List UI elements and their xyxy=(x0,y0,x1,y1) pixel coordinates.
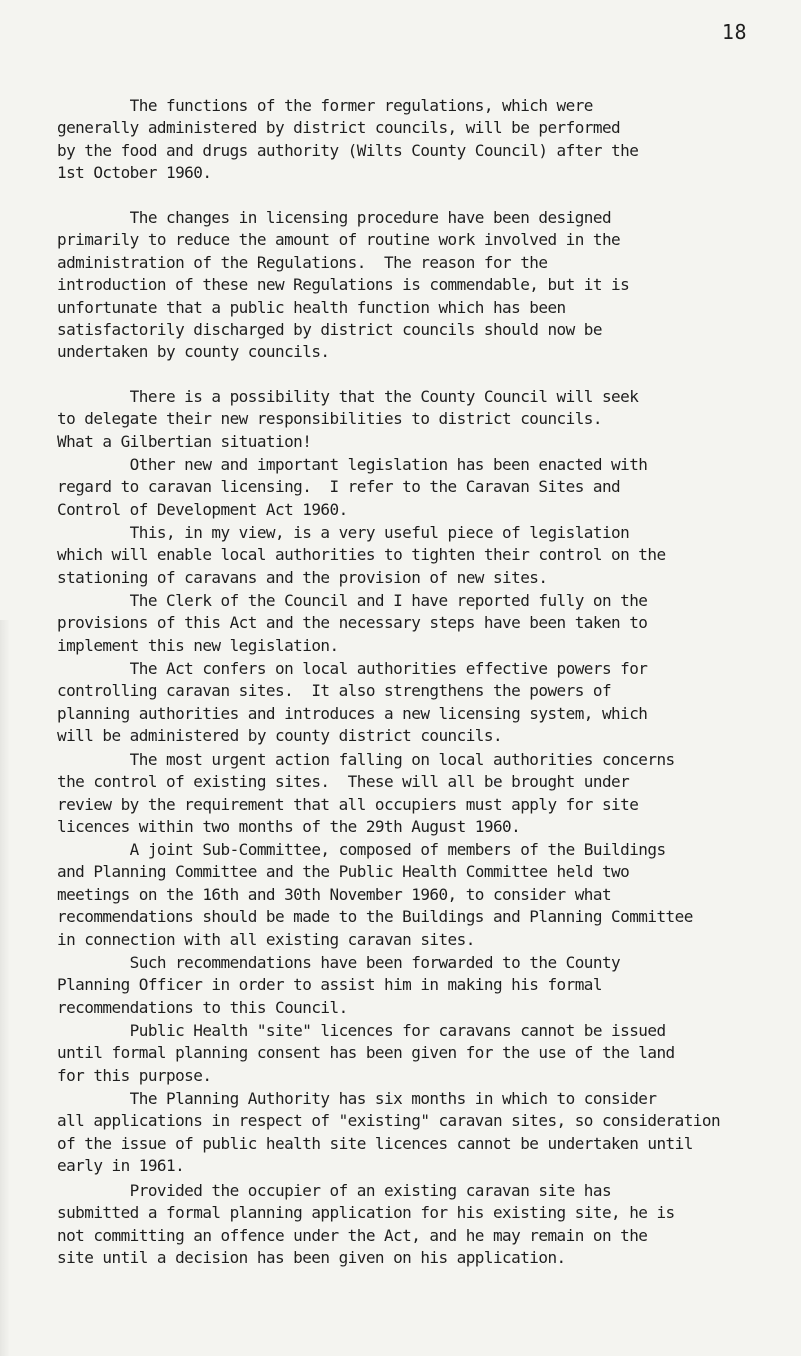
paragraph-12: The Planning Authority has six months in which to consider all applications in respect of "existing" caravan sites, so consideration of the issue of public health site licences cannot be undertaken until early in 1961. xyxy=(57,1089,721,1176)
paragraph-5: This, in my view, is a very useful piece of legislation which will enable local authorities to tighten their control on the stationing of caravans and the provision of new sites. xyxy=(57,523,666,587)
paragraph-13: Provided the occupier of an existing caravan site has submitted a formal planning application for his existing site, he is not committing an offence under the Act, and he may remain on the site until a decision has been given on his application. xyxy=(57,1181,675,1268)
paragraph-7: The Act confers on local authorities effective powers for controlling caravan sites. It also strengthens the powers of planning authorities and introduces a new licensing system, which will be administered by county district councils. xyxy=(57,659,648,746)
page-number: 18 xyxy=(721,20,747,44)
paragraph-11: Public Health "site" licences for caravans cannot be issued until formal planning consent has been given for the use of the land for this purpose. xyxy=(57,1021,675,1085)
paragraph-6: The Clerk of the Council and I have reported fully on the provisions of this Act and the necessary steps have been taken to implement this new legislation. xyxy=(57,591,648,655)
paragraph-2: The changes in licensing procedure have been designed primarily to reduce the amount of routine work involved in the administration of the Regulations. The reason for the introduction of these new Regulations is commendable, but it is unfortunate that a public health function which has been satisfactorily discharged by district councils should now be undertaken by county councils. xyxy=(57,208,630,362)
paragraph-10: Such recommendations have been forwarded to the County Planning Officer in order to assist him in making his formal recommendations to this Council. xyxy=(57,953,621,1017)
paragraph-4: Other new and important legislation has been enacted with regard to caravan licensing. I refer to the Caravan Sites and Control of Development Act 1960. xyxy=(57,455,648,519)
paragraph-9: A joint Sub-Committee, composed of members of the Buildings and Planning Committee and the Public Health Committee held two meetings on the 16th and 30th November 1960, to consider what recommendations should be made to the Buildings and Planning Committee in connection with all existing caravan sites. xyxy=(57,840,693,949)
page-edge-shadow xyxy=(0,620,10,1356)
paragraph-3: There is a possibility that the County Council will seek to delegate their new responsibilities to district councils. What a Gilbertian situation! xyxy=(57,387,639,451)
paragraph-8: The most urgent action falling on local authorities concerns the control of existing sites. These will all be brought under review by the requirement that all occupiers must apply for site licences within two months of the 29th August 1960. xyxy=(57,750,675,837)
paragraph-1: The functions of the former regulations, which were generally administered by district councils, will be performed by the food and drugs authority (Wilts County Council) after the 1st October 1960. xyxy=(57,96,639,183)
